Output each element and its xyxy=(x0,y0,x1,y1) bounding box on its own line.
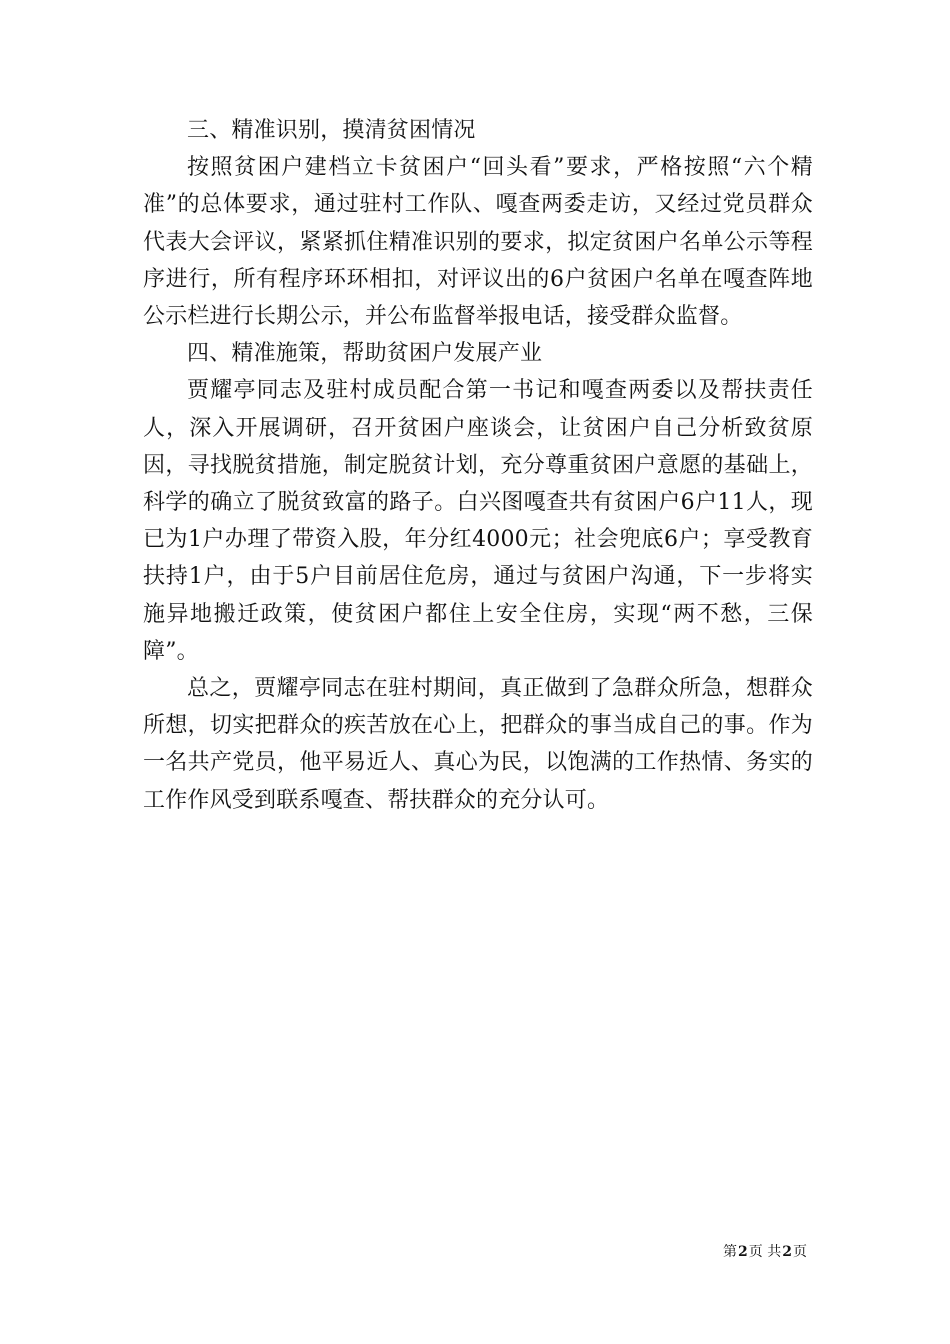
section-heading-precise-measures: 四、精准施策，帮助贫困户发展产业 xyxy=(187,341,543,367)
footer-total-pages: 2 xyxy=(782,1244,792,1260)
document-body xyxy=(143,112,813,819)
footer-middle: 页 共 xyxy=(748,1244,782,1260)
footer-page-number: 2 xyxy=(738,1244,748,1260)
footer-prefix: 第 xyxy=(723,1244,738,1260)
paragraph-identification-process: 按照贫困户建档立卡贫困户“回头看”要求，严格按照“六个精准”的总体要求，通过驻村工作队、嘎查两委走访，又经过党员群众代表大会评议，紧紧抓住精准识别的要求，拟定贫困户名单公示等程序进行，所有程序环环相扣，对评议出的6户贫困户名单在嘎查阵地公示栏进行长期公示，并公布监督举报电话，接受群众监督。 xyxy=(143,155,813,330)
section-heading-precise-identification: 三、精准识别，摸清贫困情况 xyxy=(187,118,476,143)
paragraph-poverty-measures: 贾耀亭同志及驻村成员配合第一书记和嘎查两委以及帮扶责任人，深入开展调研，召开贫困户座谈会，让贫困户自己分析致贫原因，寻找脱贫措施，制定脱贫计划，充分尊重贫困户意愿的基础上，科学的确立了脱贫致富的路子。白兴图嘎查共有贫困户6户11人，现已为1户办理了带资入股，年分红4000元；社会兜底6户；享受教育扶持1户，由于5户目前居住危房，通过与贫困户沟通，下一步将实施异地搬迁政策，使贫困户都住上安全住房，实现“两不愁，三保障”。 xyxy=(143,378,813,664)
paragraph-conclusion: 总之，贾耀亭同志在驻村期间，真正做到了急群众所急，想群众所想，切实把群众的疾苦放在心上，把群众的事当成自己的事。作为一名共产党员，他平易近人、真心为民，以饱满的工作热情、务实的工作作风受到联系嘎查、帮扶群众的充分认可。 xyxy=(143,676,813,813)
page-footer xyxy=(723,1241,807,1261)
footer-suffix: 页 xyxy=(793,1244,807,1260)
